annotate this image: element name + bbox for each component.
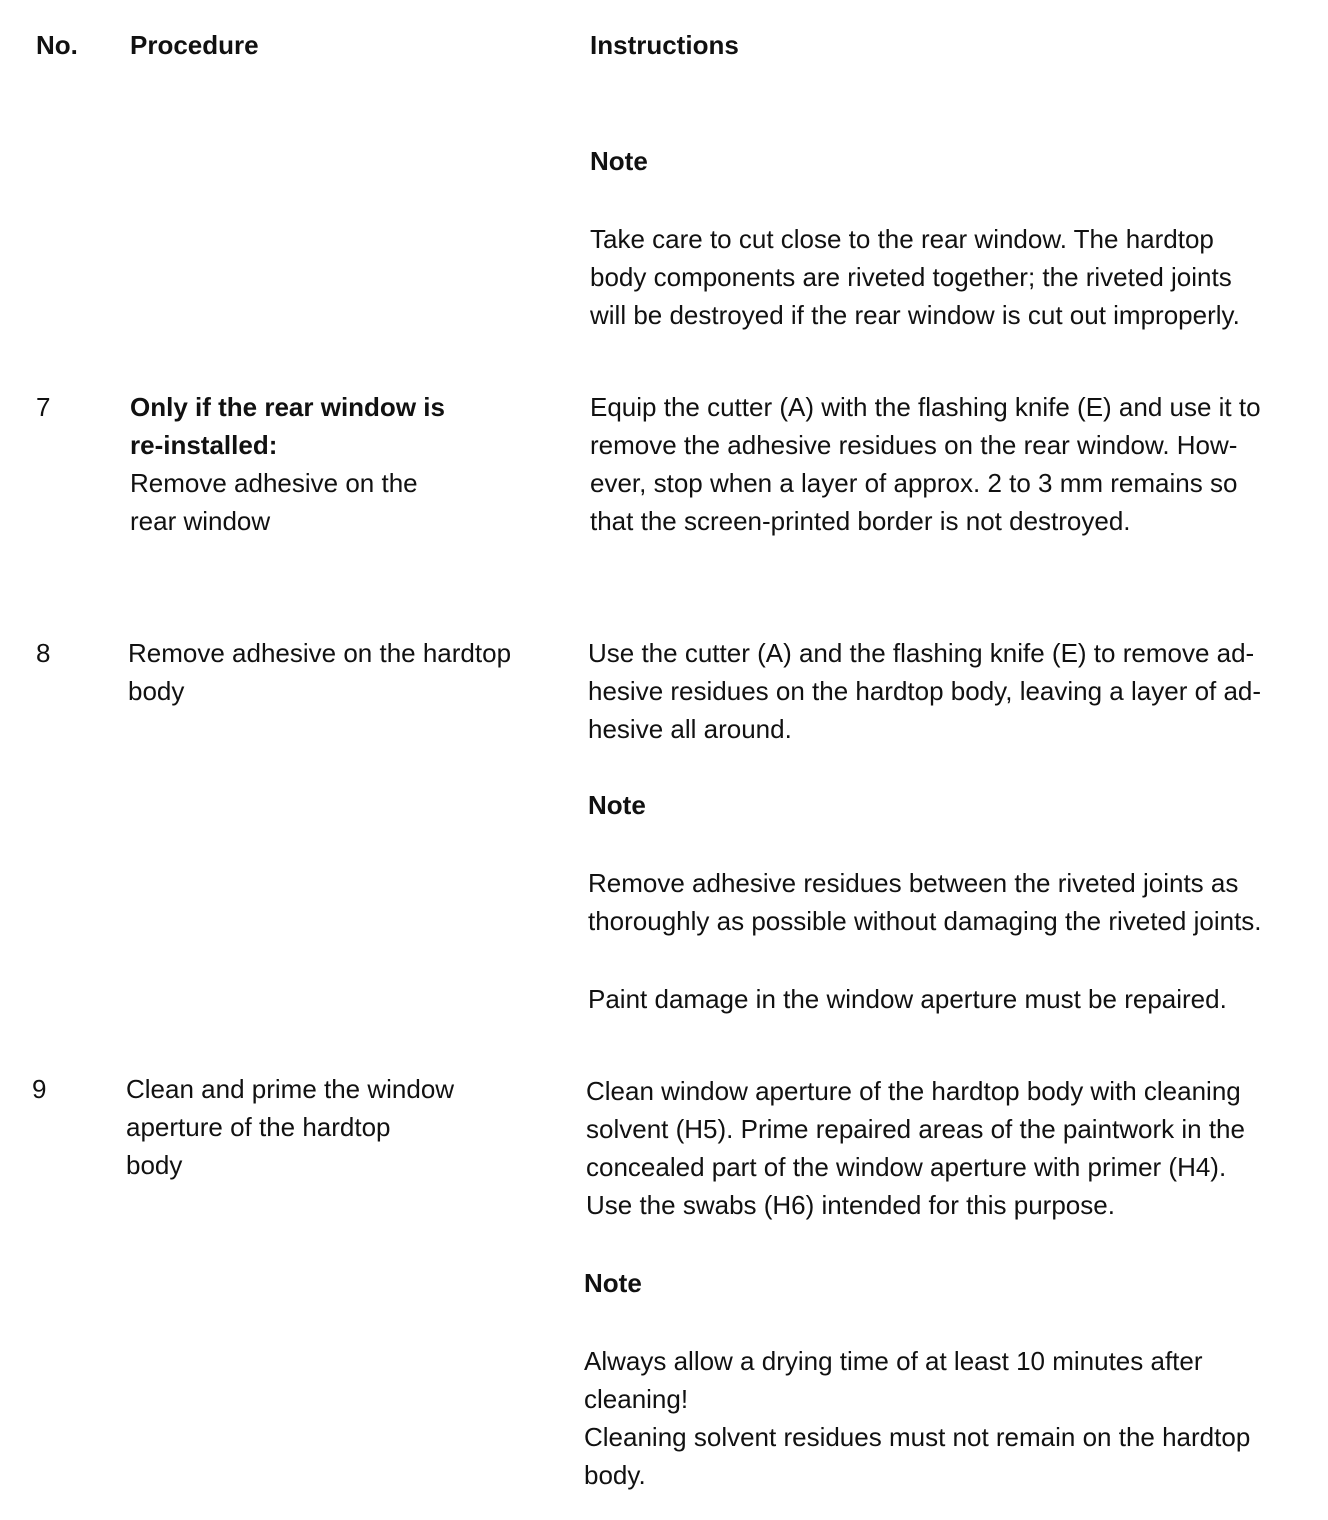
step-note-line: Remove adhesive residues between the riveted joints as xyxy=(588,868,1239,898)
step-procedure: body xyxy=(126,1150,183,1180)
step-instruction-line: hesive residues on the hardtop body, leaving a layer of ad- xyxy=(588,676,1262,706)
intro-note-line: Take care to cut close to the rear window. The hardtop xyxy=(590,224,1214,254)
step-procedure: aperture of the hardtop xyxy=(126,1112,391,1142)
step-instruction-line: solvent (H5). Prime repaired areas of the paintwork in the xyxy=(586,1114,1245,1144)
column-header-instructions: Instructions xyxy=(590,30,739,60)
step-instruction-line: Clean window aperture of the hardtop body with cleaning xyxy=(586,1076,1241,1106)
step-instruction-line: concealed part of the window aperture with primer (H4). xyxy=(586,1152,1227,1182)
column-header-procedure: Procedure xyxy=(130,30,259,60)
step-note-label: Note xyxy=(584,1268,642,1298)
step-instruction-line: remove the adhesive residues on the rear window. How- xyxy=(590,430,1238,460)
intro-note-line: body components are riveted together; the riveted joints xyxy=(590,262,1232,292)
step-note-line: Cleaning solvent residues must not remain on the hardtop xyxy=(584,1422,1251,1452)
step-instruction-line: hesive all around. xyxy=(588,714,792,744)
step-procedure-condition: Only if the rear window is xyxy=(130,392,445,422)
step-number: 7 xyxy=(36,392,51,422)
step-procedure-condition: re-installed: xyxy=(130,430,278,460)
intro-note-line: will be destroyed if the rear window is cut out improperly. xyxy=(590,300,1240,330)
step-extra-line: Paint damage in the window aperture must be repaired. xyxy=(588,984,1227,1014)
step-instruction-line: Use the swabs (H6) intended for this purpose. xyxy=(586,1190,1115,1220)
step-instruction-line: Use the cutter (A) and the flashing knife (E) to remove ad- xyxy=(588,638,1255,668)
step-procedure: Remove adhesive on the xyxy=(130,468,418,498)
step-note-label: Note xyxy=(588,790,646,820)
step-number: 8 xyxy=(36,638,51,668)
step-procedure: body xyxy=(128,676,185,706)
step-note-line: Always allow a drying time of at least 10 minutes after xyxy=(584,1346,1203,1376)
step-procedure: Clean and prime the window xyxy=(126,1074,455,1104)
step-procedure: rear window xyxy=(130,506,271,536)
step-number: 9 xyxy=(32,1074,47,1104)
intro-note-label: Note xyxy=(590,146,648,176)
step-note-line: cleaning! xyxy=(584,1384,689,1414)
step-procedure: Remove adhesive on the hardtop xyxy=(128,638,512,668)
step-instruction-line: Equip the cutter (A) with the flashing knife (E) and use it to xyxy=(590,392,1261,422)
step-instruction-line: ever, stop when a layer of approx. 2 to 3 mm remains so xyxy=(590,468,1238,498)
column-header-no: No. xyxy=(36,30,78,60)
step-instruction-line: that the screen-printed border is not destroyed. xyxy=(590,506,1131,536)
step-note-line: thoroughly as possible without damaging the riveted joints. xyxy=(588,906,1262,936)
step-note-line: body. xyxy=(584,1460,646,1490)
